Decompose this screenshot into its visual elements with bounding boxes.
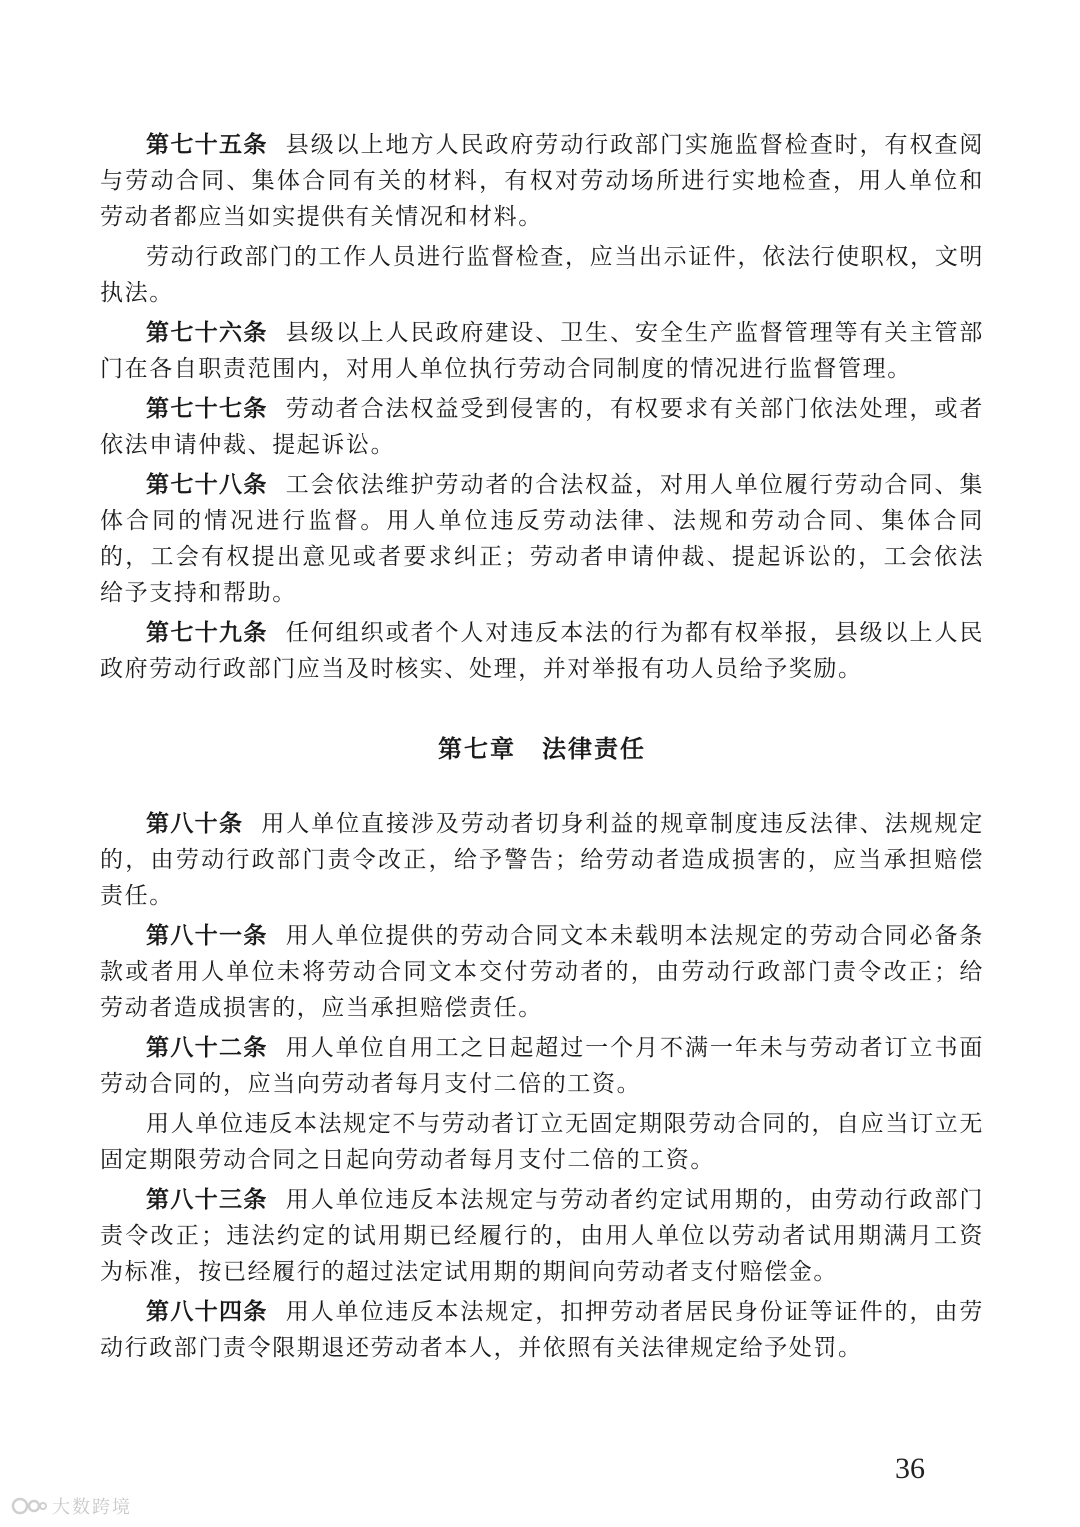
article-text: 用人单位违反本法规定，扣押劳动者居民身份证等证件的，由劳动行政部门责令限期退还劳动者本人，并依照有关法律规定给予处罚。 (100, 1299, 984, 1361)
article-78 (100, 467, 984, 611)
articles-section-a (100, 127, 984, 687)
article-81 (100, 918, 984, 1026)
watermark (10, 1493, 132, 1519)
article-text: 用人单位违反本法规定不与劳动者订立无固定期限劳动合同的，自应当订立无固定期限劳动合同之日起向劳动者每月支付二倍的工资。 (100, 1111, 984, 1173)
article-number: 第八十二条 (146, 1035, 268, 1061)
article-number: 第八十四条 (146, 1299, 268, 1325)
article-text: 用人单位提供的劳动合同文本未载明本法规定的劳动合同必备条款或者用人单位未将劳动合同文本交付劳动者的，由劳动行政部门责令改正；给劳动者造成损害的，应当承担赔偿责任。 (100, 923, 984, 1021)
article-75-para-2 (100, 239, 984, 311)
article-number: 第七十九条 (146, 620, 268, 646)
article-text: 用人单位直接涉及劳动者切身利益的规章制度违反法律、法规规定的，由劳动行政部门责令改正，给予警告；给劳动者造成损害的，应当承担赔偿责任。 (100, 811, 984, 909)
article-number: 第七十五条 (146, 132, 268, 158)
article-82-para-2 (100, 1106, 984, 1178)
article-text: 任何组织或者个人对违反本法的行为都有权举报，县级以上人民政府劳动行政部门应当及时核实、处理，并对举报有功人员给予奖励。 (100, 620, 984, 682)
article-76 (100, 315, 984, 387)
page-number: 36 (895, 1452, 925, 1485)
article-80 (100, 806, 984, 914)
watermark-logo-icon (10, 1496, 48, 1516)
chapter-title: 第七章 法律责任 (438, 735, 646, 763)
article-79 (100, 615, 984, 687)
article-83 (100, 1182, 984, 1290)
article-82 (100, 1030, 984, 1102)
article-84 (100, 1294, 984, 1366)
article-number: 第八十三条 (146, 1187, 268, 1213)
article-77 (100, 391, 984, 463)
article-text: 用人单位违反本法规定与劳动者约定试用期的，由劳动行政部门责令改正；违法约定的试用期已经履行的，由用人单位以劳动者试用期满月工资为标准，按已经履行的超过法定试用期的期间向劳动者支付赔偿金。 (100, 1187, 984, 1285)
article-75 (100, 127, 984, 235)
article-text: 县级以上人民政府建设、卫生、安全生产监督管理等有关主管部门在各自职责范围内，对用人单位执行劳动合同制度的情况进行监督管理。 (100, 320, 984, 382)
article-number: 第七十八条 (146, 472, 268, 498)
article-text: 工会依法维护劳动者的合法权益，对用人单位履行劳动合同、集体合同的情况进行监督。用人单位违反劳动法律、法规和劳动合同、集体合同的，工会有权提出意见或者要求纠正；劳动者申请仲裁、提起诉讼的，工会依法给予支持和帮助。 (100, 472, 984, 606)
article-number: 第八十一条 (146, 923, 268, 949)
articles-section-b (100, 806, 984, 1366)
article-text: 县级以上地方人民政府劳动行政部门实施监督检查时，有权查阅与劳动合同、集体合同有关的材料，有权对劳动场所进行实地检查，用人单位和劳动者都应当如实提供有关情况和材料。 (100, 132, 984, 230)
article-text: 劳动者合法权益受到侵害的，有权要求有关部门依法处理，或者依法申请仲裁、提起诉讼。 (100, 396, 984, 458)
article-number: 第七十六条 (146, 320, 268, 346)
article-number: 第八十条 (146, 811, 244, 837)
article-text: 用人单位自用工之日起超过一个月不满一年未与劳动者订立书面劳动合同的，应当向劳动者每月支付二倍的工资。 (100, 1035, 984, 1097)
watermark-text: 大数跨境 (52, 1497, 132, 1518)
document-body (100, 127, 984, 1370)
article-number: 第七十七条 (146, 396, 268, 422)
article-text: 劳动行政部门的工作人员进行监督检查，应当出示证件，依法行使职权，文明执法。 (100, 244, 984, 306)
